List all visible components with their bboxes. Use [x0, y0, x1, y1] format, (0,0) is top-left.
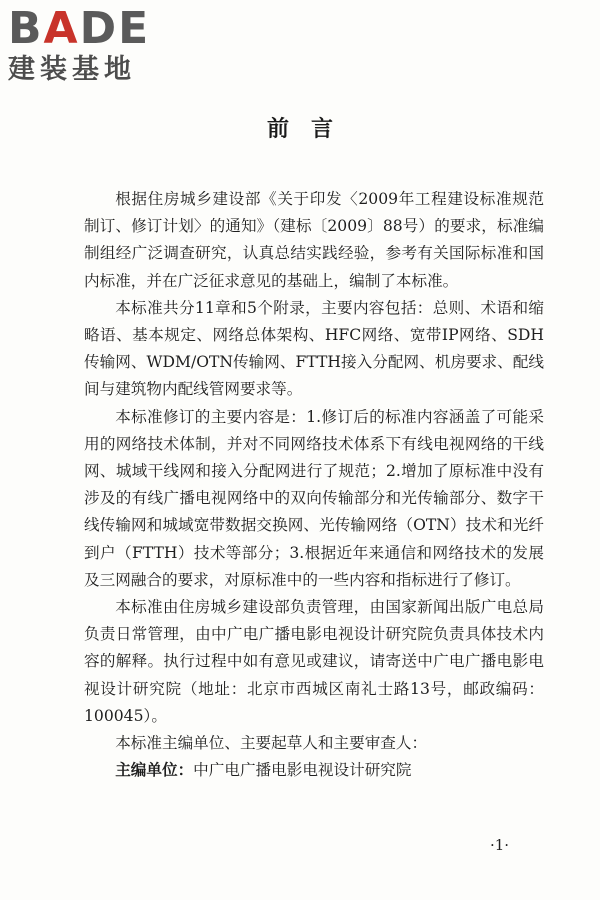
- chief-editor-label: 主编单位：: [115, 761, 194, 780]
- paragraph-contents: 本标准共分11章和5个附录，主要内容包括：总则、术语和缩略语、基本规定、网络总体架构、HFC网络、宽带IP网络、SDH传输网、WDM/OTN传输网、FTTH接入分配网、机房要求、配线间与建筑物内配线管网要求等。: [84, 298, 544, 399]
- chief-editor-line: [84, 757, 544, 784]
- bade-logo: [8, 3, 178, 86]
- paragraph-drafters-intro: 本标准主编单位、主要起草人和主要审查人：: [115, 734, 428, 753]
- paragraph-revisions: 本标准修订的主要内容是：1.修订后的标准内容涵盖了可能采用的网络技术体制，并对不同网络技术体系下有线电视网络的干线网、城域干线网和接入分配网进行了规范；2.增加了原标准中没有涉及的有线广播电视网络中的双向传输部分和光传输部分、数字干线传输网和城域宽带数据交换网、光传输网络（OTN）技术和光纤到户（FTTH）技术等部分；3.根据近年来通信和网络技术的发展及三网融合的要求，对原标准中的一些内容和指标进行了修订。: [84, 407, 544, 589]
- page-number: ·1·: [490, 836, 510, 854]
- logo-subtitle: 建装基地: [8, 54, 136, 85]
- document-body: [84, 186, 544, 784]
- paragraph-management: 本标准由住房城乡建设部负责管理，由国家新闻出版广电总局负责日常管理，由中广电广播电影电视设计研究院负责具体技术内容的解释。执行过程中如有意见或建议，请寄送中广电广播电影电视设计研究院（地址：北京市西城区南礼士路13号，邮政编码：100045）。: [84, 598, 544, 725]
- logo-accent-letter: A: [43, 3, 80, 54]
- page-title: 前言: [266, 116, 355, 142]
- paragraph-commission: 根据住房城乡建设部《关于印发〈2009年工程建设标准规范制订、修订计划〉的通知》（建标〔2009〕88号）的要求，标准编制组经广泛调查研究，认真总结实践经验，参考有关国际标准和国内标准，并在广泛征求意见的基础上，编制了本标准。: [84, 190, 544, 290]
- chief-editor-value: 中广电广播电影电视设计研究院: [193, 761, 412, 780]
- logo-wordmark: BADE: [8, 3, 151, 54]
